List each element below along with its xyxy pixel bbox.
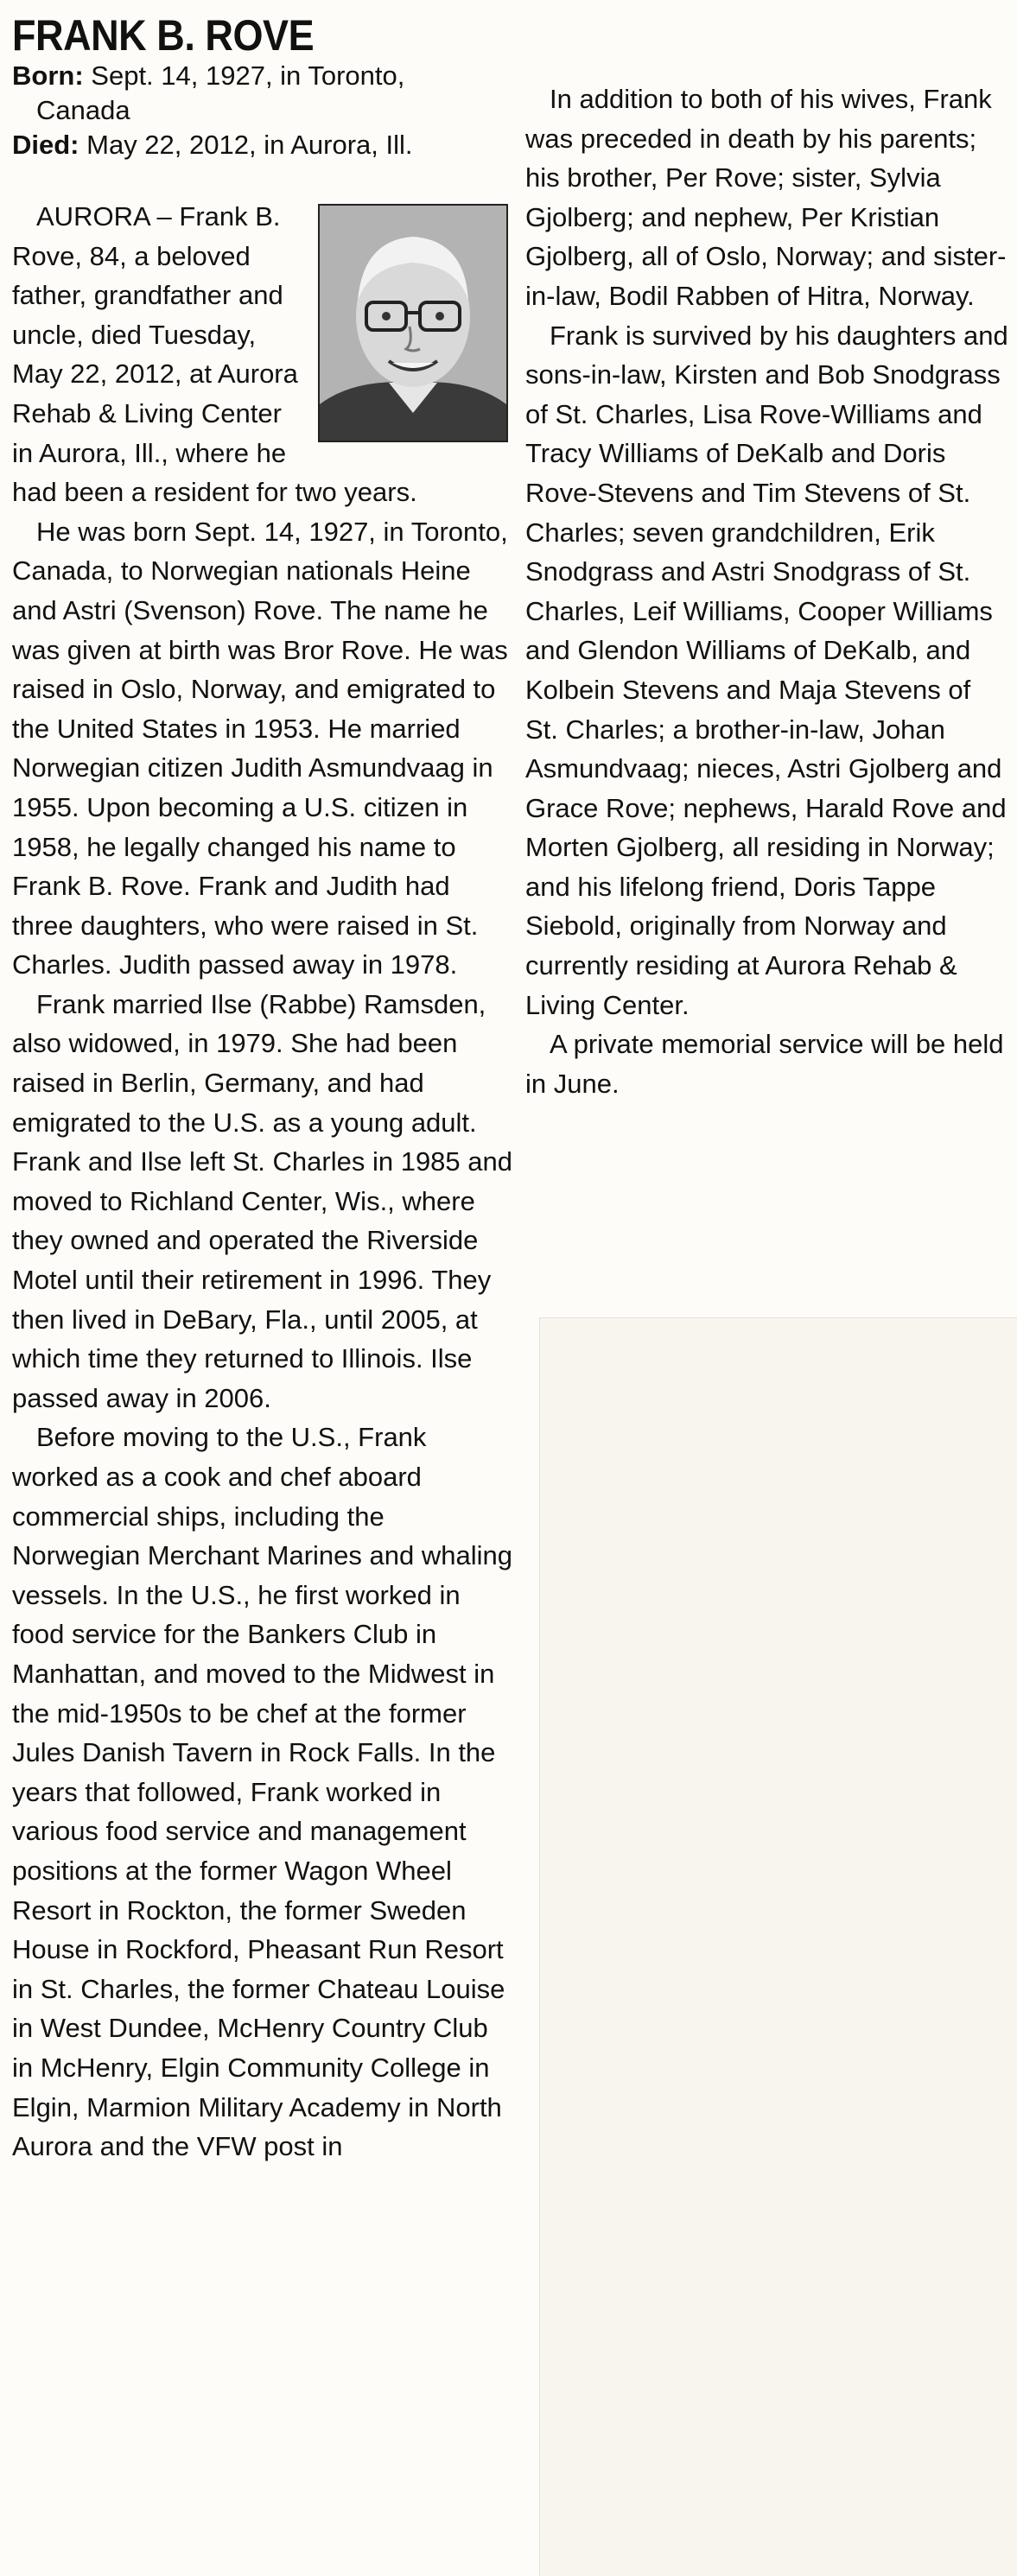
obituary-body-left [12,197,513,2167]
born-value: Sept. 14, 1927, in Toronto, [91,60,405,91]
right-column [525,79,1009,1103]
blank-paper-area [539,1317,1017,2576]
paragraph-4: Before moving to the U.S., Frank worked as a cook and chef aboard commercial ships, including the Norwegian Merchant Marines and whaling vessels. In the U.S., he first worked in food service for the Bankers Club in Manhattan, and moved to the Midwest in the mid-1950s to be chef at the former Jules Danish Tavern in Rock Falls. In the years that followed, Frank worked in various food service and management positions at the former Wagon Wheel Resort in Rockton, the former Sweden House in Rockford, Pheasant Run Resort in St. Charles, the former Chateau Louise in West Dundee, McHenry Country Club in McHenry, Elgin Community College in Elgin, Marmion Military Academy in North Aurora and the VFW post in [12,1422,512,2162]
paragraph-2: He was born Sept. 14, 1927, in Toronto, Canada, to Norwegian nationals Heine and Astri (Svenson) Rove. The name he was given at birth was Bror Rove. He was raised in Oslo, Norway, and emigrated to the United States in 1953. He married Norwegian citizen Judith Asmundvaag in 1955. Upon becoming a U.S. citizen in 1958, he legally changed his name to Frank B. Rove. Frank and Judith had three daughters, who were raised in St. Charles. Judith passed away in 1978. [12,516,508,980]
paragraph-7: A private memorial service will be held in June. [525,1029,1004,1099]
obituary-name: FRANK B. ROVE [12,11,315,60]
died-value: May 22, 2012, in Aurora, Ill. [86,130,413,160]
died-label: Died: [12,130,79,160]
paragraph-5: In addition to both of his wives, Frank was preceded in death by his parents; his brother, Per Rove; sister, Sylvia Gjolberg; and nephew, Per Kristian Gjolberg, all of Oslo, Norway; and sister-in-law, Bodil Rabben of Hitra, Norway. [525,84,1007,311]
portrait-photo [318,204,508,442]
born-line [12,59,513,128]
left-column [12,12,513,2167]
paragraph-1: AURORA – Frank B. Rove, 84, a beloved father, grandfather and uncle, died Tuesday, May 22, 2012, at Aurora Rehab & Living Center in Aurora, Ill., where he had been a resident for two years. [12,201,417,508]
died-line [12,128,513,162]
portrait-image [320,206,506,441]
born-value-country: Canada [36,95,130,125]
paragraph-3: Frank married Ilse (Rabbe) Ramsden, also widowed, in 1979. She had been raised in Berlin, Germany, and had emigrated to the U.S. as a young adult. Frank and Ilse left St. Charles in 1985 and moved to Richland Center, Wis., where they owned and operated the Riverside Motel until their retirement in 1996. They then lived in DeBary, Fla., until 2005, at which time they returned to Illinois. Ilse passed away in 2006. [12,988,512,1413]
born-label: Born: [12,60,84,91]
paragraph-6: Frank is survived by his daughters and sons-in-law, Kirsten and Bob Snodgrass of St. Charles, Lisa Rove-Williams and Tracy Williams of DeKalb and Doris Rove-Stevens and Tim Stevens of St. Charles; seven grandchildren, Erik Snodgrass and Astri Snodgrass of St. Charles, Leif Williams, Cooper Williams and Glendon Williams of DeKalb, and Kolbein Stevens and Maja Stevens of St. Charles; a brother-in-law, Johan Asmundvaag; nieces, Astri Gjolberg and Grace Rove; nephews, Harald Rove and Morten Gjolberg, all residing in Norway; and his lifelong friend, Doris Tappe Siebold, originally from Norway and currently residing at Aurora Rehab & Living Center. [525,320,1008,1020]
